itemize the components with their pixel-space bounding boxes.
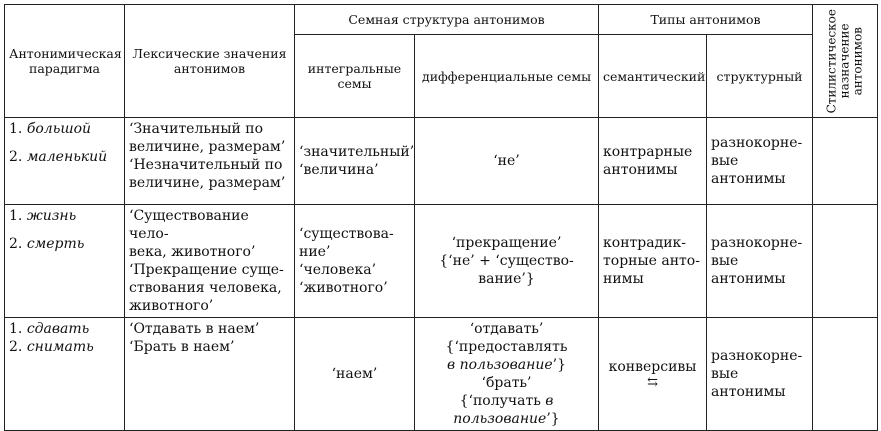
header-seme-structure: Семная структура антонимов — [295, 5, 599, 35]
word-1: жизнь — [26, 208, 77, 224]
integral-line-1: интегральные — [307, 61, 402, 77]
integral-cell: ‘существова- ние’ ‘человека’ ‘животного’ — [295, 205, 415, 318]
header-semantic: семантический — [599, 35, 707, 118]
word-2: смерть — [26, 236, 85, 252]
lexical-cell: ‘Существование чело- века, животного’ ‘Прекращение суще- ствования человека, животного’ — [125, 205, 295, 318]
lexical-cell: ‘Значительный по величине, размерам’ ‘Незначительный по величине, размерам’ — [125, 118, 295, 205]
paradigm-cell: 1. жизнь 2. смерть — [5, 205, 125, 318]
structural-cell: разнокорне- вые антонимы — [707, 205, 813, 318]
stylistic-cell — [813, 318, 878, 431]
stylistic-line-2: назначение — [837, 23, 852, 99]
differential-cell: ‘не’ — [415, 118, 599, 205]
integral-cell: ‘значительный’ ‘величина’ — [295, 118, 415, 205]
structural-cell: разнокорне- вые антонимы — [707, 118, 813, 205]
differential-cell: ‘отдавать’ {‘предоставлять в пользование’} ‘брать’ {‘получать в пользование’} — [415, 318, 599, 431]
stylistic-line-3: антонимов — [850, 27, 865, 96]
paradigm-cell: 1. сдавать 2. снимать — [5, 318, 125, 431]
header-paradigm: Антонимическая парадигма — [5, 5, 125, 118]
word-1: сдавать — [26, 321, 90, 337]
header-structural: структурный — [707, 35, 813, 118]
integral-cell: ‘наем’ — [295, 318, 415, 431]
conversive-arrows-icon: ⇆ — [647, 375, 658, 390]
word-2: снимать — [26, 339, 94, 355]
antonym-table — [4, 4, 878, 431]
table-row — [5, 318, 878, 431]
word-2: маленький — [26, 149, 108, 165]
header-lexical: Лексические значения антонимов — [125, 5, 295, 118]
header-differential: дифференциальные семы — [415, 35, 599, 118]
header-integral — [295, 35, 415, 118]
stylistic-line-1: Стилистическое — [824, 9, 839, 114]
word-1: большой — [26, 121, 92, 137]
structural-cell: разнокорне- вые антонимы — [707, 318, 813, 431]
stylistic-cell — [813, 205, 878, 318]
integral-line-2: семы — [337, 76, 372, 92]
table-row — [5, 205, 878, 318]
differential-cell: ‘прекращение’ {‘не’ + ‘существо- вание’} — [415, 205, 599, 318]
header-stylistic — [813, 5, 878, 118]
stylistic-cell — [813, 118, 878, 205]
semantic-cell: контрарные антонимы — [599, 118, 707, 205]
semantic-cell: контрадик- торные анто- нимы — [599, 205, 707, 318]
table-row — [5, 118, 878, 205]
semantic-cell: конверсивы ⇆ — [599, 318, 707, 431]
header-types: Типы антонимов — [599, 5, 813, 35]
lexical-cell: ‘Отдавать в наем’ ‘Брать в наем’ — [125, 318, 295, 431]
paradigm-cell: 1. большой 2. маленький — [5, 118, 125, 205]
header-row-1 — [5, 5, 878, 35]
